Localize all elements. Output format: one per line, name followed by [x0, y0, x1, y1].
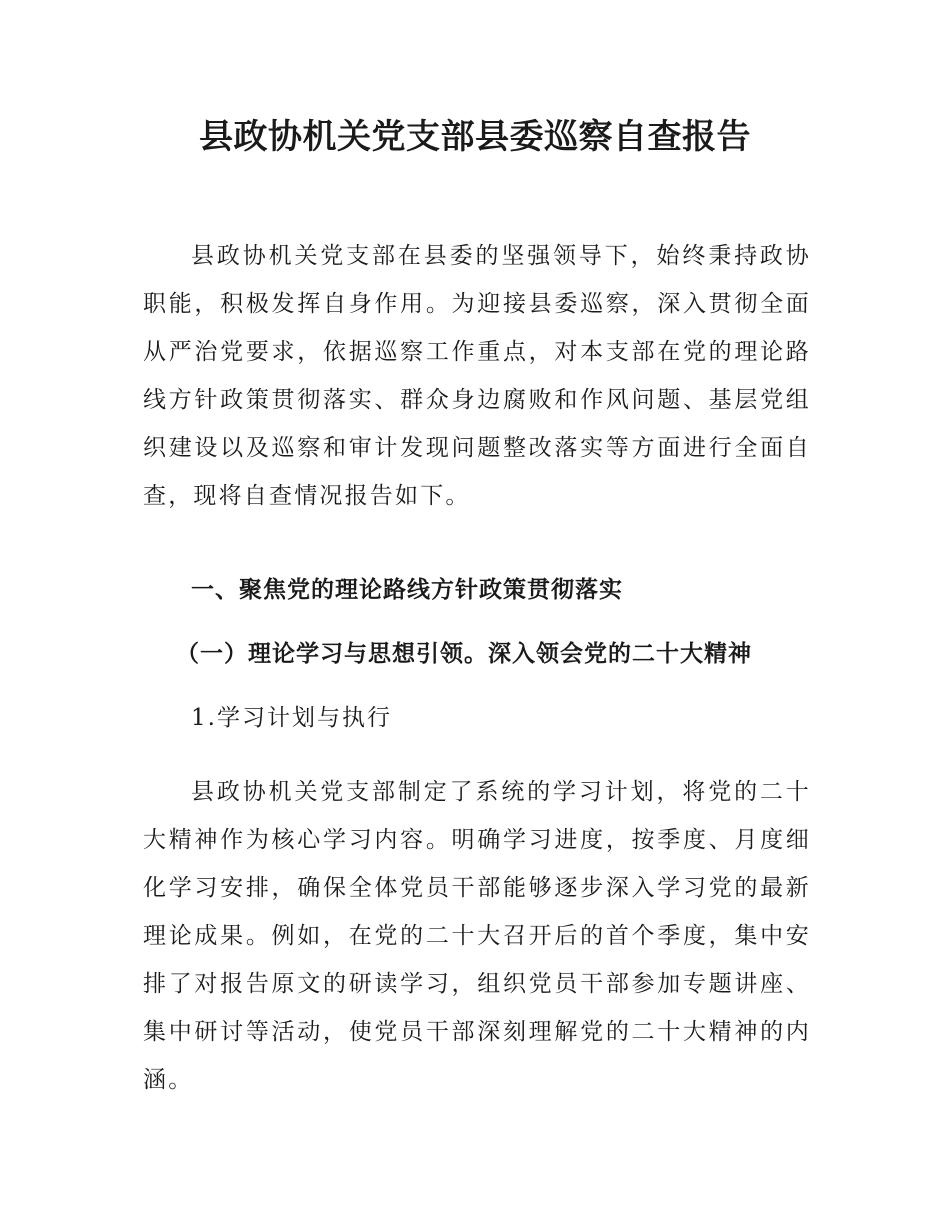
intro-paragraph: 县政协机关党支部在县委的坚强领导下，始终秉持政协职能，积极发挥自身作用。为迎接县委巡察，深入贯彻全面从严治党要求，依据巡察工作重点，对本支部在党的理论路线方针政策贯彻落实、群众身边腐败和作风问题、基层党组织建设以及巡察和审计发现问题整改落实等方面进行全面自查，现将自查情况报告如下。: [143, 243, 811, 509]
section-heading: 一、聚焦党的理论路线方针政策贯彻落实: [191, 577, 623, 603]
subsection-heading: （一）理论学习与思想引领。深入领会党的二十大精神: [176, 641, 752, 667]
item-paragraph: 县政协机关党支部制定了系统的学习计划，将党的二十大精神作为核心学习内容。明确学习进度，按季度、月度细化学习安排，确保全体党员干部能够逐步深入学习党的最新理论成果。例如，在党的二十大召开后的首个季度，集中安排了对报告原文的研读学习，组织党员干部参加专题讲座、集中研讨等活动，使党员干部深刻理解党的二十大精神的内涵。: [143, 779, 811, 1093]
item-heading: 1.学习计划与执行: [191, 705, 392, 731]
document-title: 县政协机关党支部县委巡察自查报告: [199, 117, 751, 157]
